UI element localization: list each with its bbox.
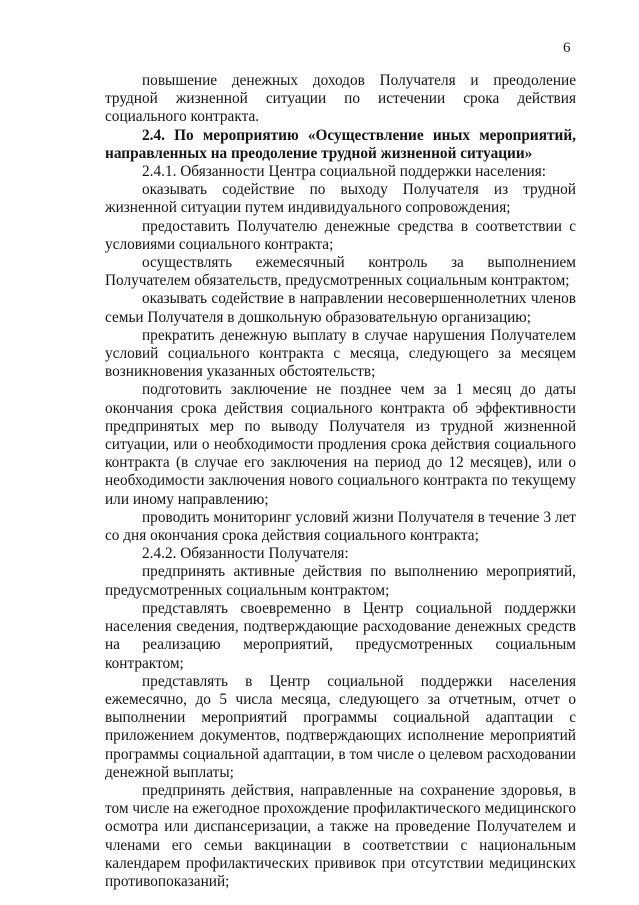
page-number: 6 — [563, 40, 571, 56]
paragraph: предоставить Получателю денежные средства в соответствии с условиями социального контракта; — [105, 217, 576, 253]
paragraph: повышение денежных доходов Получателя и преодоление трудной жизненной ситуации по истечении срока действия социального контракта. — [105, 72, 576, 126]
paragraph: представлять своевременно в Центр социальной поддержки населения сведения, подтверждающие расходование денежных средств на реализацию мероприятий, предусмотренных социальным контрактом; — [105, 599, 576, 672]
paragraph: предпринять активные действия по выполнению мероприятий, предусмотренных социальным контрактом; — [105, 563, 576, 599]
paragraph: оказывать содействие по выходу Получателя из трудной жизненной ситуации путем индивидуального сопровождения; — [105, 181, 576, 217]
paragraph: предпринять действия, направленные на сохранение здоровья, в том числе на ежегодное прохождение профилактического медицинского осмотра или диспансеризации, а также на проведение Получателем и членами его семьи вакцинации в соответствии с национальным календарем профилактических прививок при отсутствии медицинских противопоказаний; — [105, 781, 576, 890]
paragraph: прекратить денежную выплату в случае нарушения Получателем условий социального контракта с месяца, следующего за месяцем возникновения указанных обстоятельств; — [105, 326, 576, 381]
paragraph: проводить мониторинг условий жизни Получателя в течение 3 лет со дня окончания срока действия социального контракта; — [105, 508, 576, 545]
subsection-title: 2.4.1. Обязанности Центра социальной поддержки населения: — [142, 163, 547, 181]
paragraph: представлять в Центр социальной поддержки населения ежемесячно, до 5 числа месяца, следующего за отчетным, отчет о выполнении мероприятий программы социальной адаптации с приложением документов, подтверждающих исполнение мероприятий программы социальной адаптации, в том числе о целевом расходовании денежной выплаты; — [105, 672, 576, 781]
paragraph: подготовить заключение не позднее чем за 1 месяц до даты окончания срока действия социального контракта об эффективности предпринятых мер по выводу Получателя из трудной жизненной ситуации, или о необходимости продления срока действия социального контракта (в случае его заключения на период до 12 месяцев), или о необходимости заключения нового социального контракта по текущему или иному направлению; — [105, 381, 576, 508]
section-heading: 2.4. По мероприятию «Осуществление иных мероприятий, направленных на преодоление трудной жизненной ситуации» — [105, 126, 576, 162]
document-body — [105, 72, 576, 891]
paragraph: оказывать содействие в направлении несовершеннолетних членов семьи Получателя в дошкольную образовательную организацию; — [105, 290, 576, 326]
subsection-title: 2.4.2. Обязанности Получателя: — [142, 545, 349, 563]
paragraph: осуществлять ежемесячный контроль за выполнением Получателем обязательств, предусмотренных социальным контрактом; — [105, 254, 576, 290]
